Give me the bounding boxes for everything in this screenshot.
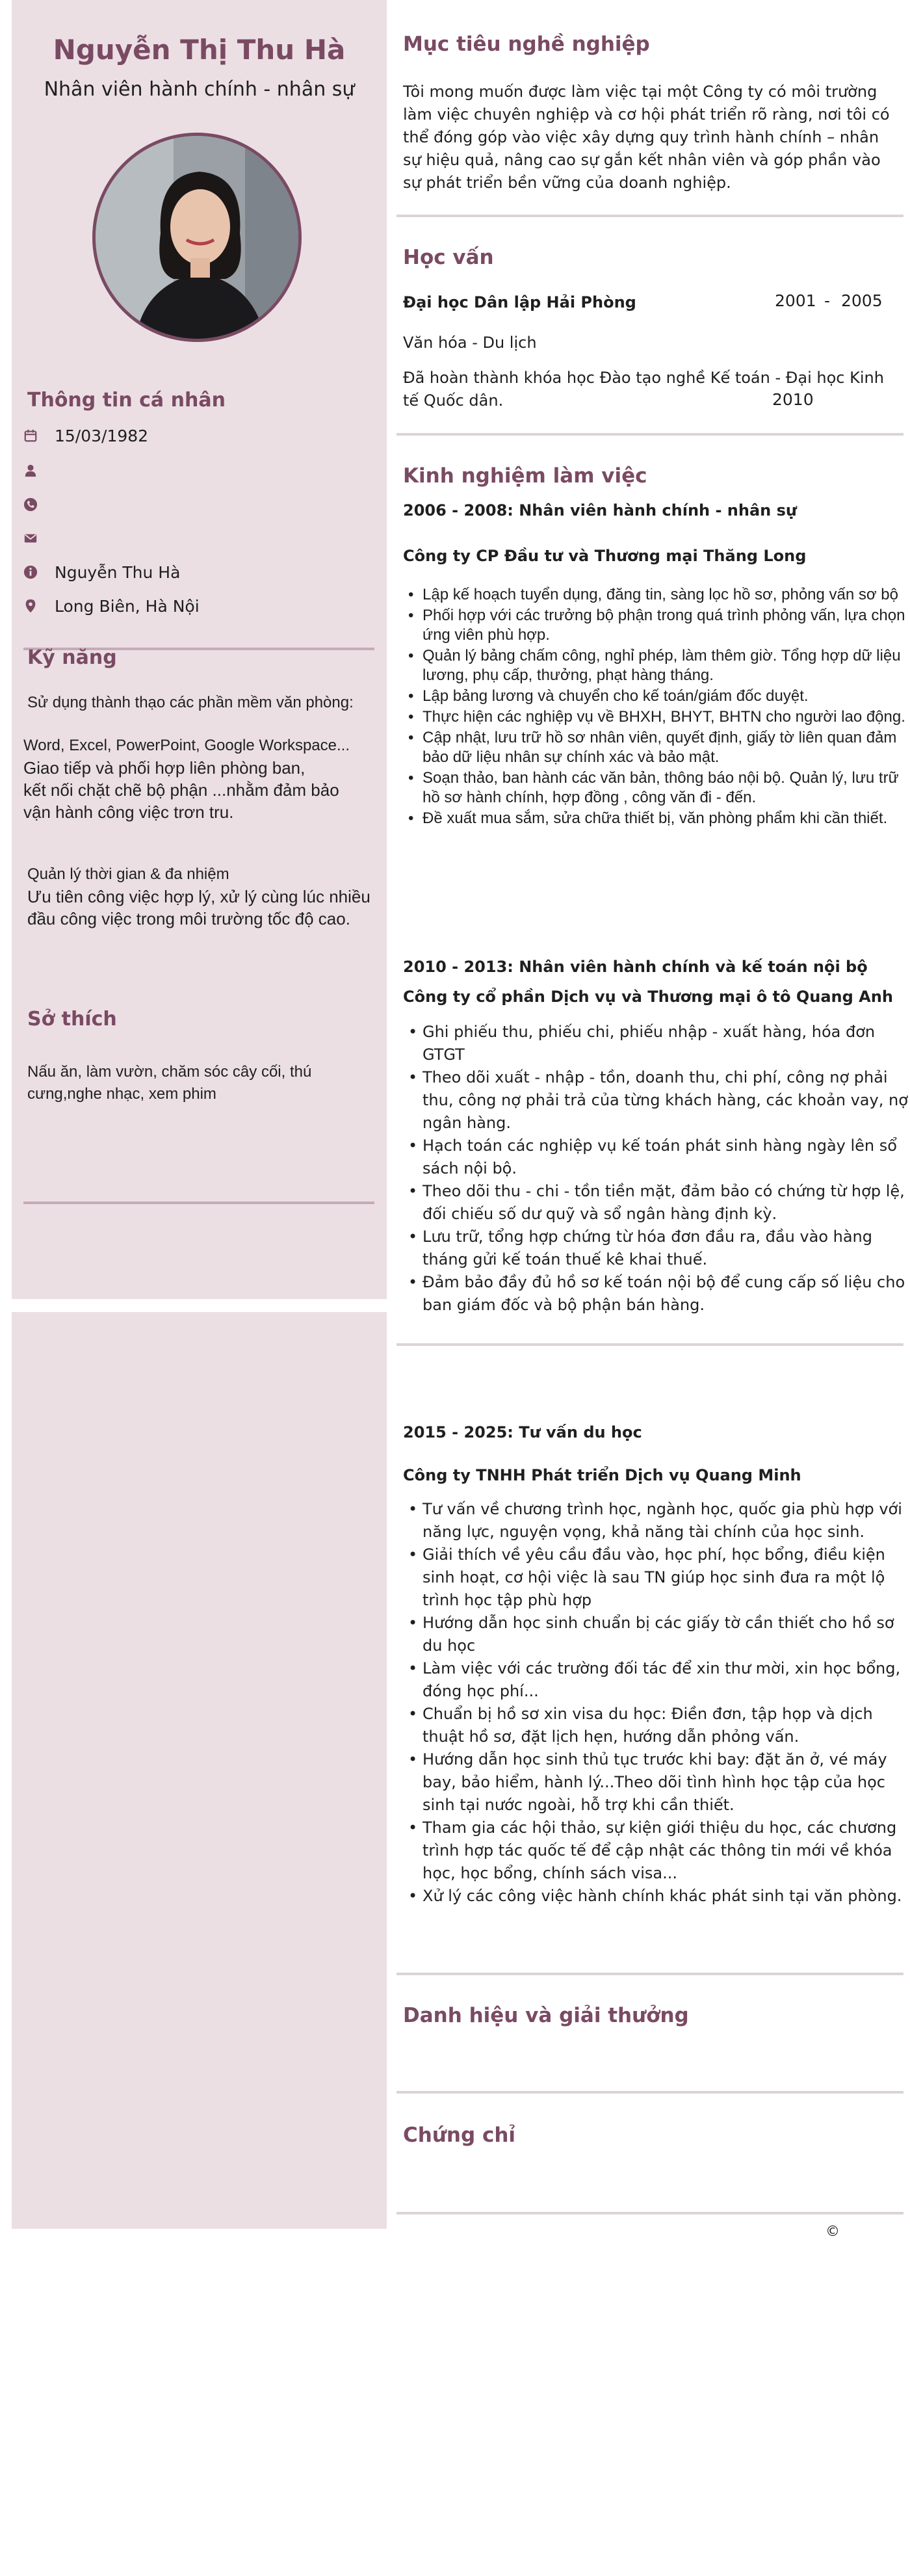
divider xyxy=(396,433,904,436)
phone-row xyxy=(23,493,55,516)
list-item: • Hạch toán các nghiệp vụ kế toán phát sinh hàng ngày lên sổ sách nội bộ. xyxy=(422,1135,910,1180)
education-course: Đã hoàn thành khóa học Đào tạo nghề Kế toán - Đại học Kinh tế Quốc dân. xyxy=(403,369,884,410)
skills-line: vận hành công việc trơn tru. xyxy=(23,802,234,822)
job-company: Công ty TNHH Phát triển Dịch vụ Quang Minh xyxy=(403,1466,801,1484)
user-icon xyxy=(23,464,38,478)
list-item: • Lập kế hoạch tuyển dụng, đăng tin, sàng lọc hồ sơ, phỏng vấn sơ bộ xyxy=(422,585,910,605)
divider xyxy=(396,1343,904,1346)
list-item: • Hướng dẫn học sinh chuẩn bị các giấy tờ cần thiết cho hồ sơ du học xyxy=(422,1612,910,1657)
list-item: • Xử lý các công việc hành chính khác phát sinh tại văn phòng. xyxy=(422,1885,910,1908)
list-item: • Đảm bảo đầy đủ hồ sơ kế toán nội bộ để cung cấp số liệu cho ban giám đốc và bộ phận bán hàng. xyxy=(422,1271,910,1317)
list-item: • Phối hợp với các trưởng bộ phận trong quá trình phỏng vấn, lựa chọn ứng viên phù hợp. xyxy=(422,606,910,645)
list-item: • Quản lý bảng chấm công, nghỉ phép, làm thêm giờ. Tổng hợp dữ liệu lương, phụ cấp, thưởng, phạt hàng tháng. xyxy=(422,646,910,685)
profile-job-title: Nhân viên hành chính - nhân sự xyxy=(44,78,355,101)
certificates-heading: Chứng chỉ xyxy=(403,2123,516,2147)
phone-icon xyxy=(23,497,38,512)
job-duties xyxy=(403,1021,910,1317)
job-company: Công ty CP Đầu tư và Thương mại Thăng Long xyxy=(403,547,807,565)
skills-line: đầu công việc trong môi trường tốc độ cao. xyxy=(27,909,350,928)
job-period: 2015 - 2025: Tư vấn du học xyxy=(403,1423,642,1441)
fullname-row xyxy=(23,560,180,584)
education-course-year: 2010 xyxy=(772,390,814,409)
skills-heading: Kỹ năng xyxy=(27,646,117,669)
divider xyxy=(396,215,904,217)
list-item: • Đề xuất mua sắm, sửa chữa thiết bị, văn phòng phẩm khi cần thiết. xyxy=(422,809,910,828)
skills-line: Sử dụng thành thạo các phần mềm văn phòng: xyxy=(27,694,354,711)
user-row xyxy=(23,459,55,482)
sidebar-bottom xyxy=(12,1312,387,2229)
objective-text: Tôi mong muốn được làm việc tại một Công ty có môi trường làm việc chuyên nghiệp và cơ hội phát triển rõ ràng, nơi tôi có thể đóng góp vào việc xây dựng quy trình hành chính – nhân sự hiệu quả, nâng cao sự gắn kết nhân viên và góp phần vào sự phát triển bền vững của doanh nghiệp. xyxy=(403,83,890,192)
list-item: • Tư vấn về chương trình học, ngành học, quốc gia phù hợp với năng lực, nguyện vọng, khả năng tài chính của học sinh. xyxy=(422,1498,910,1544)
job-period: 2006 - 2008: Nhân viên hành chính - nhân sự xyxy=(403,501,797,519)
skills-line: Quản lý thời gian & đa nhiệm xyxy=(27,865,229,883)
education-school: Đại học Dân lập Hải Phòng xyxy=(403,293,636,311)
divider xyxy=(396,1973,904,1975)
education-year-end: 2005 xyxy=(841,291,883,310)
calendar-icon xyxy=(23,428,38,443)
list-item: • Thực hiện các nghiệp vụ về BHXH, BHYT, BHTN cho người lao động. xyxy=(422,707,910,727)
fullname-value: Nguyễn Thu Hà xyxy=(55,562,181,582)
objective-heading: Mục tiêu nghề nghiệp xyxy=(403,33,650,56)
job-period: 2010 - 2013: Nhân viên hành chính và kế toán nội bộ xyxy=(403,958,868,976)
skills-line: Word, Excel, PowerPoint, Google Workspace... xyxy=(23,737,350,754)
address-value: Long Biên, Hà Nội xyxy=(55,596,200,616)
education-heading: Học vấn xyxy=(403,246,494,269)
location-icon xyxy=(23,599,38,613)
divider xyxy=(396,2091,904,2094)
skills-line: kết nối chặt chẽ bộ phận ...nhằm đảm bảo xyxy=(23,780,339,800)
list-item: • Làm việc với các trường đối tác để xin thư mời, xin học bổng, đóng học phí... xyxy=(422,1657,910,1703)
email-row xyxy=(23,527,55,550)
list-item: • Hướng dẫn học sinh thủ tục trước khi bay: đặt ăn ở, vé máy bay, bảo hiểm, hành lý...Theo dõi tình hình học tập của học sinh tại nước ngoài, hỗ trợ khi cần thiết. xyxy=(422,1748,910,1817)
list-item: • Chuẩn bị hồ sơ xin visa du học: Điền đơn, tập họp và dịch thuật hồ sơ, đặt lịch hẹn, hướng dẫn phỏng vấn. xyxy=(422,1703,910,1748)
list-item: • Tham gia các hội thảo, sự kiện giới thiệu du học, các chương trình hợp tác quốc tế để cập nhật các thông tin mới về khóa học, học bổng, chính sách visa... xyxy=(422,1817,910,1885)
birthday-value: 15/03/1982 xyxy=(55,426,149,445)
avatar xyxy=(92,133,302,342)
list-item: • Cập nhật, lưu trữ hồ sơ nhân viên, quyết định, giấy tờ liên quan đảm bảo dữ liệu nhân sự chính xác và bảo mật. xyxy=(422,728,910,767)
job-company: Công ty cổ phần Dịch vụ và Thương mại ô tô Quang Anh xyxy=(403,988,893,1006)
hobbies-line: Nấu ăn, làm vườn, chăm sóc cây cối, thú xyxy=(27,1063,312,1081)
avatar-photo xyxy=(96,136,302,342)
list-item: • Lập bảng lương và chuyển cho kế toán/giám đốc duyệt. xyxy=(422,687,910,706)
education-year-sep: - xyxy=(824,291,831,310)
list-item: • Soạn thảo, ban hành các văn bản, thông báo nội bộ. Quản lý, lưu trữ hồ sơ hành chính, hợp đồng , công văn đi - đến. xyxy=(422,769,910,808)
birthday-row xyxy=(23,424,148,447)
awards-heading: Danh hiệu và giải thưởng xyxy=(403,2004,689,2027)
list-item: • Giải thích về yêu cầu đầu vào, học phí, học bổng, điều kiện sinh hoạt, cơ hội việc là sau TN giúp học sinh đưa ra một lộ trình học tập phù hợp xyxy=(422,1544,910,1612)
personal-info-heading: Thông tin cá nhân xyxy=(27,389,226,412)
list-item: • Theo dõi xuất - nhập - tồn, doanh thu, chi phí, công nợ phải thu, công nợ phải trả của từng khách hàng, các khoản vay, nợ ngân hàng. xyxy=(422,1066,910,1135)
list-item: • Theo dõi thu - chi - tồn tiền mặt, đảm bảo có chứng từ hợp lệ, đối chiếu số dư quỹ và sổ ngân hàng định kỳ. xyxy=(422,1180,910,1226)
skills-line: Giao tiếp và phối hợp liên phòng ban, xyxy=(23,758,306,778)
hobbies-line: cưng,nghe nhạc, xem phim xyxy=(27,1085,216,1103)
email-icon xyxy=(23,531,38,545)
divider xyxy=(23,1202,374,1204)
address-row xyxy=(23,594,200,618)
list-item: • Ghi phiếu thu, phiếu chi, phiếu nhập - xuất hàng, hóa đơn GTGT xyxy=(422,1021,910,1066)
job-duties xyxy=(403,1498,910,1908)
divider xyxy=(396,2212,904,2215)
list-item: • Lưu trữ, tổng hợp chứng từ hóa đơn đầu ra, đầu vào hàng tháng gửi kế toán thuế kê khai thuế. xyxy=(422,1226,910,1271)
education-year-start: 2001 xyxy=(775,291,816,310)
skills-line: Ưu tiên công việc hợp lý, xử lý cùng lúc nhiều xyxy=(27,887,370,906)
job-duties xyxy=(403,585,910,830)
copyright: © xyxy=(826,2224,840,2240)
info-icon xyxy=(23,565,38,579)
experience-heading: Kinh nghiệm làm việc xyxy=(403,464,647,488)
profile-name: Nguyễn Thị Thu Hà xyxy=(53,34,346,66)
hobbies-heading: Sở thích xyxy=(27,1008,117,1031)
education-major: Văn hóa - Du lịch xyxy=(403,334,537,352)
